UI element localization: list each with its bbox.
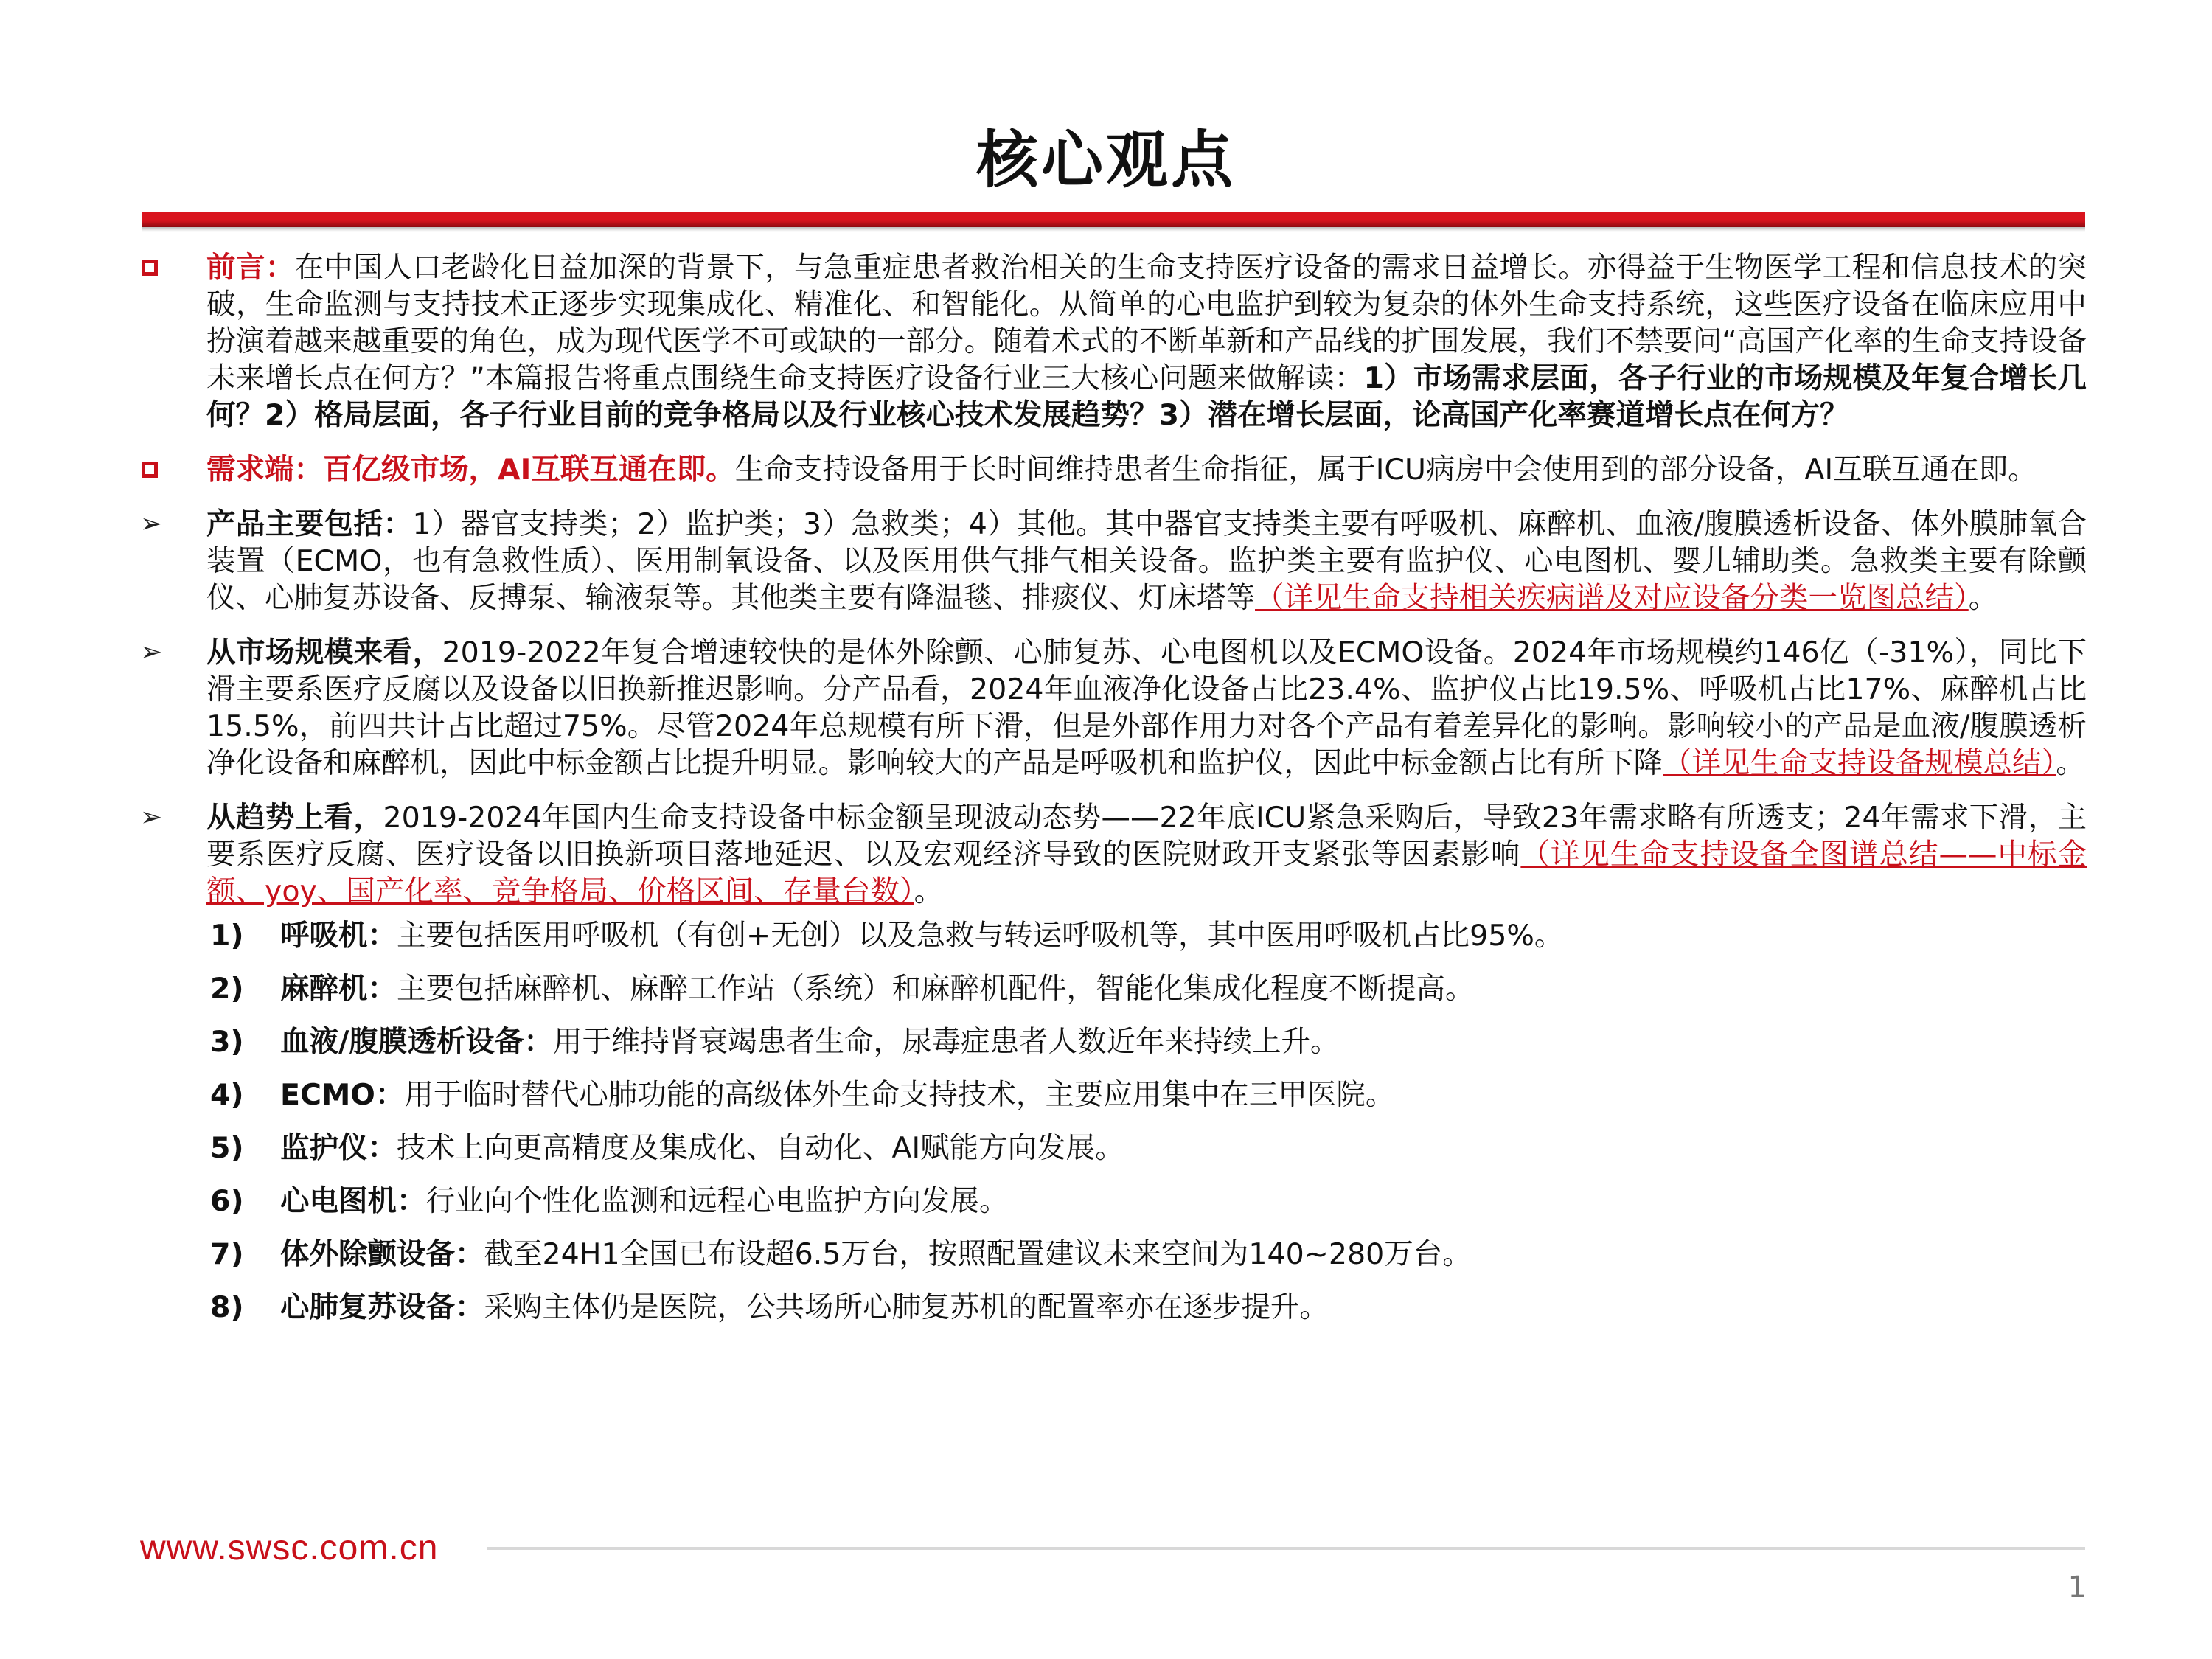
footer-url[interactable]: www.swsc.com.cn [140, 1528, 439, 1568]
list-item [140, 1289, 2087, 1326]
list-item-text: 用于临时替代心肺功能的高级体外生命支持技术，主要应用集中在三甲医院。 [404, 1078, 1395, 1112]
list-item-label: 麻醉机： [280, 972, 397, 1006]
demand-text: 生命支持设备用于长时间维持患者生命指征，属于ICU病房中会使用到的部分设备，AI互联互通在即。 [734, 453, 2037, 487]
bullet-products [140, 506, 2087, 616]
bullet-trend [140, 799, 2087, 910]
list-item-label: 监护仪： [280, 1131, 397, 1165]
square-bullet-icon [142, 462, 158, 478]
bullet-market [140, 634, 2087, 782]
list-number: 8) [210, 1290, 244, 1324]
title-divider [142, 212, 2085, 227]
products-text: 1）器官支持类；2）监护类；3）急救类；4）其他。其中器官支持类主要有呼吸机、麻醉机、血液/腹膜透析设备、体外膜肺氧合装置（ECMO，也有急救性质）、医用制氧设备、以及医用供气排气相关设备。监护类主要有监护仪、心电图机、婴儿辅助类。急救类主要有除颤仪、心肺复苏设备、反搏泵、输液泵等。其他类主要有降温毯、排痰仪、灯床塔等 [206, 507, 2087, 615]
products-label: 产品主要包括： [206, 507, 413, 541]
title-divider-shadow [142, 227, 2085, 232]
list-item [140, 1183, 2087, 1220]
list-item-label: 呼吸机： [280, 919, 397, 953]
footer-divider [487, 1547, 2085, 1550]
demand-label: 需求端：百亿级市场，AI互联互通在即。 [206, 453, 735, 487]
list-item [140, 1130, 2087, 1166]
list-item-label: 血液/腹膜透析设备： [280, 1025, 553, 1059]
list-number: 1) [210, 919, 244, 953]
list-number: 2) [210, 972, 244, 1006]
list-item-text: 行业向个性化监测和远程心电监护方向发展。 [425, 1184, 1009, 1218]
list-item-text: 主要包括麻醉机、麻醉工作站（系统）和麻醉机配件，智能化集成化程度不断提高。 [397, 972, 1475, 1006]
market-end: 。 [2056, 746, 2085, 780]
page-number: 1 [2067, 1571, 2087, 1604]
market-label: 从市场规模来看， [206, 636, 442, 669]
preface-label: 前言： [206, 251, 295, 285]
list-item-label: 心电图机： [280, 1184, 426, 1218]
list-item [140, 917, 2087, 954]
main-content [140, 249, 2087, 1342]
products-link[interactable]: （详见生命支持相关疾病谱及对应设备分类一览图总结） [1255, 581, 1969, 615]
list-item-label: ECMO： [280, 1078, 405, 1112]
trend-link[interactable]: （详见生命支持设备全图谱总结——中标金额、yoy、国产化率、竞争格局、价格区间、存量台数） [206, 838, 2087, 908]
list-item-text: 采购主体仍是医院，公共场所心肺复苏机的配置率亦在逐步提升。 [484, 1290, 1329, 1324]
list-number: 5) [210, 1131, 244, 1165]
list-item [140, 970, 2087, 1007]
list-number: 3) [210, 1025, 244, 1059]
list-item-text: 用于维持肾衰竭患者生命，尿毒症患者人数近年来持续上升。 [552, 1025, 1340, 1059]
trend-label: 从趋势上看， [206, 801, 383, 835]
list-number: 7) [210, 1237, 244, 1271]
market-text: 2019-2022年复合增速较快的是体外除颤、心肺复苏、心电图机以及ECMO设备。2024年市场规模约146亿（-31%），同比下滑主要系医疗反腐以及设备以旧换新推迟影响。分产品看，2024年血液净化设备占比23.4%、监护仪占比19.5%、呼吸机占比17%、麻醉机占比15.5%，前四共计占比超过75%。尽管2024年总规模有所下滑，但是外部作用力对各个产品有着差异化的影响。影响较小的产品是血液/腹膜透析净化设备和麻醉机，因此中标金额占比提升明显。影响较大的产品是呼吸机和监护仪，因此中标金额占比有所下降 [206, 636, 2087, 780]
arrow-bullet-icon: ➢ [140, 637, 163, 667]
preface-text: 在中国人口老龄化日益加深的背景下，与急重症患者救治相关的生命支持医疗设备的需求日益增长。亦得益于生物医学工程和信息技术的突破，生命监测与支持技术正逐步实现集成化、精准化、和智能化。从简单的心电监护到较为复杂的体外生命支持系统，这些医疗设备在临床应用中扮演着越来越重要的角色，成为现代医学不可或缺的一部分。随着术式的不断革新和产品线的扩围发展，我们不禁要问“高国产化率的生命支持设备未来增长点在何方？”本篇报告将重点围绕生命支持医疗设备行业三大核心问题来做解读： [206, 251, 2087, 395]
list-item [140, 1236, 2087, 1273]
trend-end: 。 [914, 874, 944, 908]
preface-questions: 1）市场需求层面，各子行业的市场规模及年复合增长几何？2）格局层面，各子行业目前的竞争格局以及行业核心技术发展趋势？3）潜在增长层面，论高国产化率赛道增长点在何方？ [206, 361, 2087, 432]
list-item-label: 体外除颤设备： [280, 1237, 484, 1271]
trend-text: 2019-2024年国内生命支持设备中标金额呈现波动态势——22年底ICU紧急采购后，导致23年需求略有所透支；24年需求下滑，主要系医疗反腐、医疗设备以旧换新项目落地延迟、以及宏观经济导致的医院财政开支紧张等因素影响 [206, 801, 2087, 872]
list-number: 6) [210, 1184, 244, 1218]
list-number: 4) [210, 1078, 244, 1112]
list-item-text: 截至24H1全国已布设超6.5万台，按照配置建议未来空间为140~280万台。 [484, 1237, 1472, 1271]
page-title: 核心观点 [975, 124, 1236, 196]
list-item-label: 心肺复苏设备： [280, 1290, 484, 1324]
list-item-text: 技术上向更高精度及集成化、自动化、AI赋能方向发展。 [397, 1131, 1124, 1165]
bullet-demand [140, 451, 2087, 488]
products-end: 。 [1968, 581, 1998, 615]
arrow-bullet-icon: ➢ [140, 802, 163, 832]
list-item-text: 主要包括医用呼吸机（有创+无创）以及急救与转运呼吸机等，其中医用呼吸机占比95%。 [397, 919, 1564, 953]
market-link[interactable]: （详见生命支持设备规模总结） [1663, 746, 2056, 780]
bullet-preface [140, 249, 2087, 434]
square-bullet-icon [142, 260, 158, 276]
list-item [140, 1023, 2087, 1060]
arrow-bullet-icon: ➢ [140, 509, 163, 539]
device-list [140, 917, 2087, 1326]
list-item [140, 1077, 2087, 1113]
